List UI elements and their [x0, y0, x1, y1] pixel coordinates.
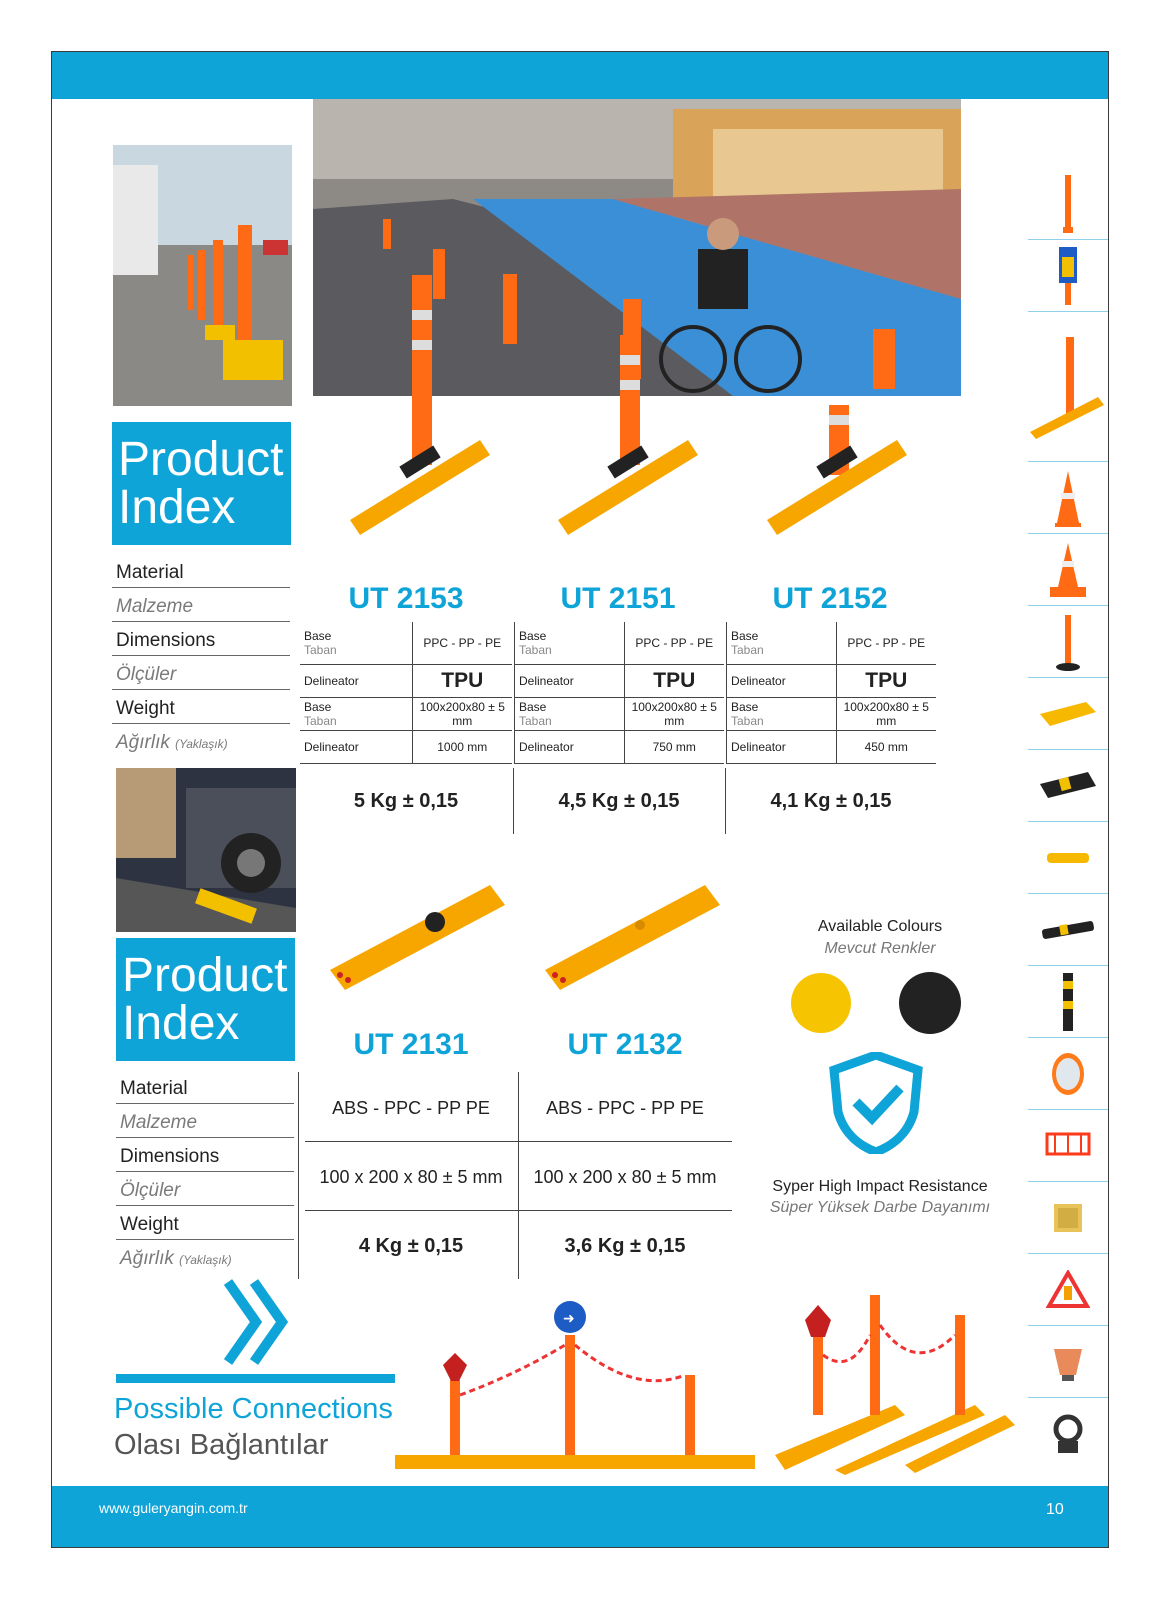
row-base-tr: Taban	[731, 642, 764, 657]
row-base: Base	[519, 699, 547, 714]
label-dimensions-tr: Ölçüler	[112, 658, 290, 690]
thumb-lamp[interactable]	[1028, 1326, 1108, 1398]
impact-title-tr: Süper Yüksek Darbe Dayanımı	[769, 1199, 991, 1216]
thumb-bollard[interactable]	[1028, 966, 1108, 1038]
base-dims: 100x200x80 ± 5 mm	[624, 697, 724, 730]
weight-ut2132: 3,6 Kg ± 0,15	[564, 1235, 686, 1257]
label-material: Material	[112, 556, 290, 588]
row-base-tr: Taban	[731, 713, 764, 728]
base-dims: 100x200x80 ± 5 mm	[836, 697, 936, 730]
page-number: 10	[1046, 1501, 1064, 1518]
label-weight: Weight	[116, 1208, 294, 1240]
delineator-dims: 450 mm	[836, 730, 936, 763]
connections-title: Possible Connections	[114, 1393, 393, 1425]
thumb-wheel-stop-yellow[interactable]	[1028, 822, 1108, 894]
connections-illustration	[395, 1295, 1015, 1475]
thumb-tactile-tile[interactable]	[1028, 1182, 1108, 1254]
impact-title: Syper High Impact Resistance	[772, 1178, 988, 1195]
thumb-post-black-base[interactable]	[1028, 606, 1108, 678]
thumb-delineator-base[interactable]	[1028, 312, 1108, 462]
weight-ut2153: 5 Kg ± 0,15	[353, 790, 459, 812]
product-code-ut2153: UT 2153	[348, 582, 464, 615]
material-ut2131: ABS - PPC - PP PE	[332, 1098, 490, 1118]
black-swatch	[899, 972, 961, 1034]
ut2132-drawing	[535, 880, 725, 1000]
delineator-material: TPU	[624, 664, 724, 697]
row-base: Base	[304, 628, 332, 643]
base-material: PPC - PP - PE	[412, 622, 512, 664]
row-base-tr: Taban	[519, 642, 552, 657]
base-material: PPC - PP - PE	[836, 622, 936, 664]
label-weight-tr-text: Ağırlık	[116, 732, 170, 753]
row-base-tr: Taban	[304, 713, 337, 728]
row-base-tr: Taban	[304, 642, 337, 657]
label-material-tr: Malzeme	[116, 1106, 294, 1138]
dims-ut2131: 100 x 200 x 80 ± 5 mm	[319, 1167, 503, 1187]
base-material: PPC - PP - PE	[624, 622, 724, 664]
label-dimensions-tr: Ölçüler	[116, 1174, 294, 1206]
product-index-line1: Product	[118, 433, 284, 486]
thumb-cone-base[interactable]	[1028, 534, 1108, 606]
night-parking-photo	[116, 768, 296, 932]
yellow-swatch	[791, 973, 851, 1033]
product-code-ut2131: UT 2131	[353, 1028, 469, 1061]
row-base: Base	[731, 699, 759, 714]
chevrons-icon	[220, 1278, 292, 1366]
product-index-line2: Index	[122, 997, 240, 1050]
label-weight-tr-text: Ağırlık	[120, 1248, 174, 1269]
spec-table-ut2152	[726, 622, 936, 764]
product-code-ut2151: UT 2151	[560, 582, 676, 615]
label-dimensions: Dimensions	[116, 1140, 294, 1172]
footer-bar	[52, 1486, 1108, 1547]
delineator-dims: 1000 mm	[412, 730, 512, 763]
product-index-line2: Index	[118, 481, 236, 534]
connections-title-tr: Olası Bağlantılar	[114, 1429, 329, 1461]
ut2153-drawing	[340, 270, 500, 540]
row-delineator: Delineator	[727, 664, 837, 697]
label-dimensions: Dimensions	[112, 624, 290, 656]
thumb-wheel-stop-black[interactable]	[1028, 894, 1108, 966]
material-ut2132: ABS - PPC - PP PE	[546, 1098, 704, 1118]
shield-check-icon	[828, 1052, 924, 1154]
spec-table-ut2151	[514, 622, 724, 764]
connections-rule	[116, 1374, 395, 1383]
thumb-convex-mirror[interactable]	[1028, 1038, 1108, 1110]
dims-ut2132: 100 x 200 x 80 ± 5 mm	[533, 1167, 717, 1187]
label-approx: (Yaklaşık)	[175, 737, 228, 751]
spec-table-ut2153	[300, 622, 512, 764]
thumb-warning-sign[interactable]	[1028, 1254, 1108, 1326]
thumb-speed-bump[interactable]	[1028, 678, 1108, 750]
row-delineator: Delineator	[300, 664, 412, 697]
delineator-material: TPU	[412, 664, 512, 697]
product-index-heading-2	[116, 938, 295, 1061]
label-weight-tr	[116, 1242, 294, 1273]
svg-text:➜: ➜	[563, 1311, 575, 1327]
row-delineator: Delineator	[515, 664, 625, 697]
available-colours-title-tr: Mevcut Renkler	[824, 940, 936, 957]
row-base: Base	[731, 628, 759, 643]
product-code-ut2152: UT 2152	[772, 582, 888, 615]
ut2152-drawing	[757, 400, 917, 540]
thumb-traffic-cone[interactable]	[1028, 462, 1108, 534]
footer-url[interactable]: www.guleryangin.com.tr	[99, 1500, 248, 1516]
row-base-tr: Taban	[519, 713, 552, 728]
divider	[305, 1210, 732, 1211]
row-base: Base	[519, 628, 547, 643]
available-colours-title: Available Colours	[817, 918, 943, 935]
thumb-sign-post[interactable]	[1028, 240, 1108, 312]
divider	[298, 1072, 299, 1279]
product-code-ut2132: UT 2132	[567, 1028, 683, 1061]
label-material-tr: Malzeme	[112, 590, 290, 622]
weight-ut2152: 4,1 Kg ± 0,15	[770, 790, 892, 812]
thumb-post-holder[interactable]	[1028, 1398, 1108, 1470]
roadside-delineators-photo	[113, 145, 292, 406]
label-weight: Weight	[112, 692, 290, 724]
weight-ut2131: 4 Kg ± 0,15	[358, 1235, 464, 1257]
label-weight-tr	[112, 726, 290, 757]
label-approx: (Yaklaşık)	[179, 1253, 232, 1267]
ut2131-drawing	[320, 880, 510, 1000]
ut2151-drawing	[548, 330, 708, 540]
thumb-delineator-post[interactable]	[1028, 168, 1108, 240]
thumb-speed-bump-black[interactable]	[1028, 750, 1108, 822]
label-material: Material	[116, 1072, 294, 1104]
row-delineator: Delineator	[300, 730, 412, 763]
row-base: Base	[304, 699, 332, 714]
thumb-barrier[interactable]	[1028, 1110, 1108, 1182]
base-dims: 100x200x80 ± 5 mm	[412, 697, 512, 730]
header-bar	[52, 52, 1108, 99]
row-delineator: Delineator	[727, 730, 837, 763]
delineator-dims: 750 mm	[624, 730, 724, 763]
divider	[305, 1141, 732, 1142]
row-delineator: Delineator	[515, 730, 625, 763]
product-index-heading	[112, 422, 291, 545]
delineator-material: TPU	[836, 664, 936, 697]
weight-ut2151: 4,5 Kg ± 0,15	[558, 790, 680, 812]
product-index-line1: Product	[122, 949, 288, 1002]
